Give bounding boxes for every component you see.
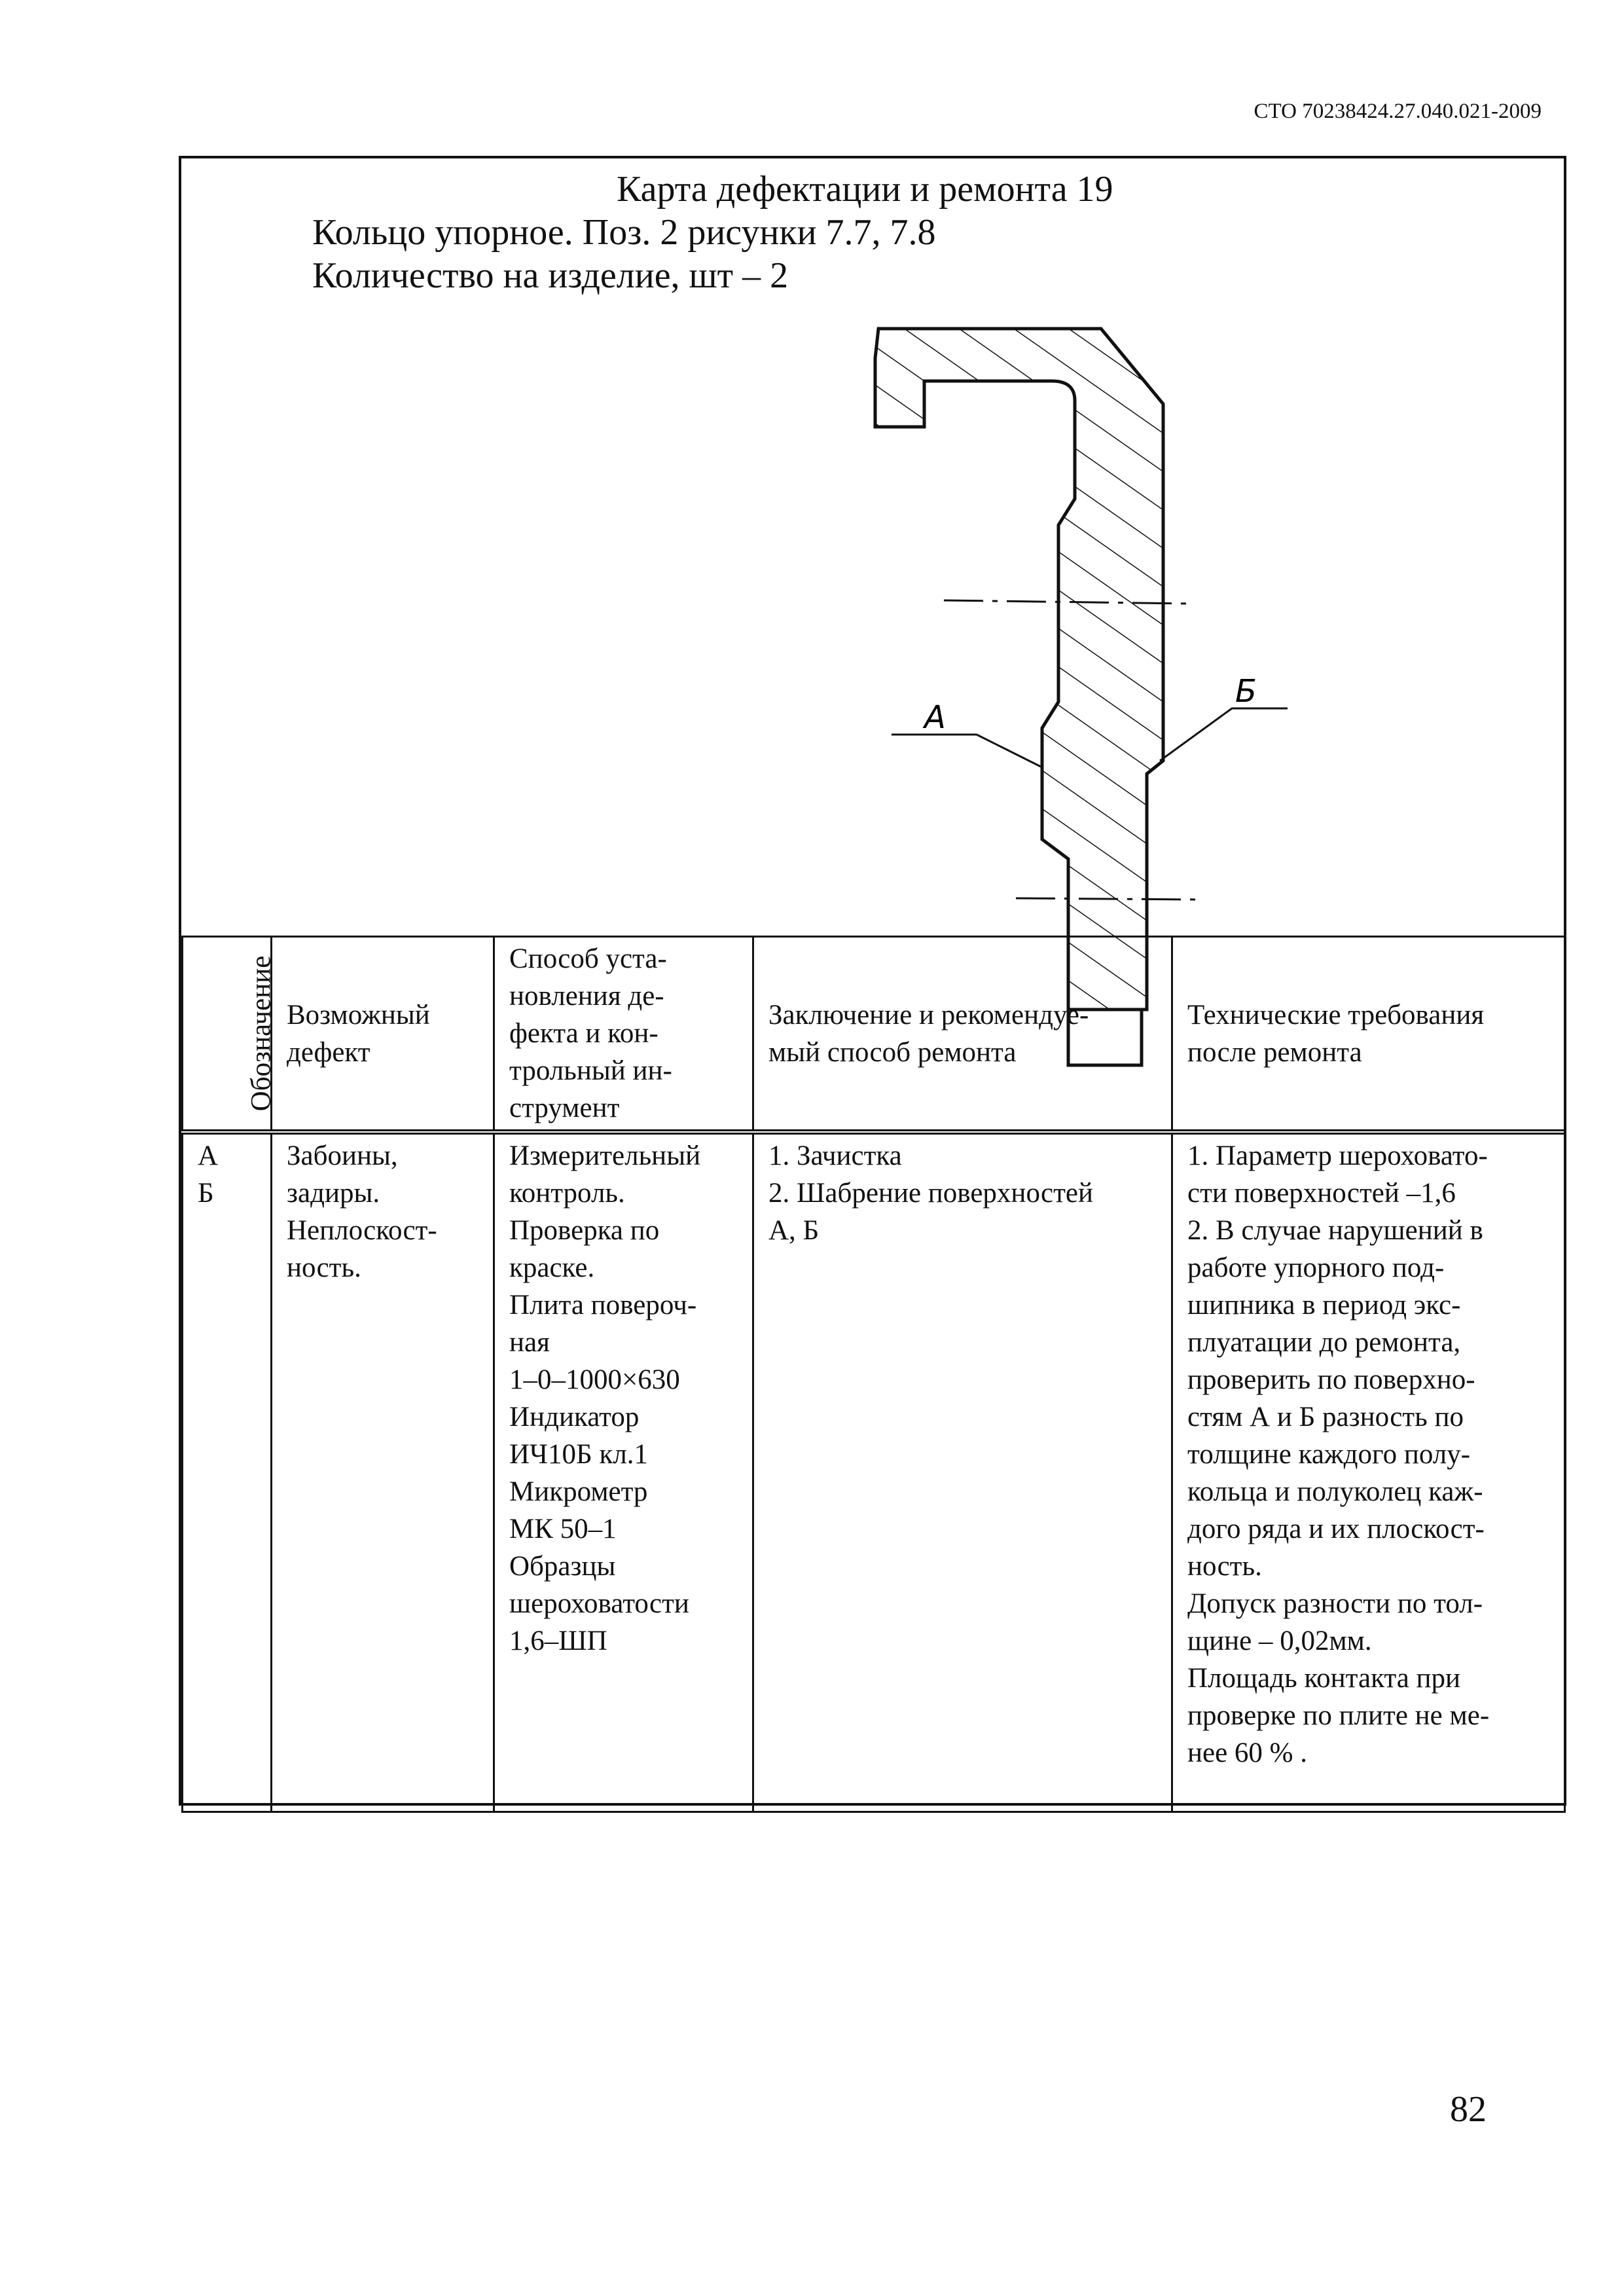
cell-designation: А Б	[183, 1132, 272, 1812]
defect-repair-card	[179, 156, 1566, 1806]
defect-table	[181, 936, 1566, 1813]
cell-requirements: 1. Параметр шероховато- сти поверхностей –1,6 2. В случае нарушений в работе упорного под- шипника в период экс- плуатации до ремонта, проверить по поверхно- стям А и Б разность по толщине каждого полу- кольца и полуколец каж- дого ряда и их плоскост- ность. Допуск разности по тол- щине – 0,02мм. Площадь контакта при проверке по плите не ме- нее 60 % .	[1172, 1132, 1565, 1812]
cell-defect: Забоины, задиры. Неплоскост- ность.	[272, 1132, 494, 1812]
axis-line-lower	[1016, 898, 1196, 900]
section-profile	[875, 329, 1163, 1010]
header-requirements: Технические требования после ремонта	[1172, 937, 1565, 1133]
table-row	[183, 1132, 1565, 1812]
table-header-row	[183, 937, 1565, 1133]
card-title-block	[312, 168, 1163, 297]
cell-method: Измерительный контроль. Проверка по краске. Плита повероч- ная 1–0–1000×630 Индикатор ИЧ10Б кл.1 Микрометр МК 50–1 Образцы шероховатости 1,6–ШП	[494, 1132, 753, 1812]
label-a: А	[924, 699, 946, 736]
card-quantity: Количество на изделие, шт – 2	[312, 255, 789, 296]
label-b: Б	[1235, 673, 1257, 710]
header-defect: Возможный дефект	[272, 937, 494, 1133]
card-title: Карта дефектации и ремонта 19	[617, 169, 1113, 210]
card-part-name: Кольцо упорное. Поз. 2 рисунки 7.7, 7.8	[312, 212, 936, 253]
leader-line-a	[892, 735, 1042, 767]
header-designation: Обозначение	[183, 937, 272, 1133]
page-number: 82	[1450, 2089, 1487, 2130]
document-code: СТО 70238424.27.040.021-2009	[1254, 100, 1542, 123]
leader-line-b	[1160, 708, 1288, 761]
header-conclusion: Заключение и рекомендуе- мый способ ремонта	[753, 937, 1172, 1133]
cell-conclusion: 1. Зачистка 2. Шабрение поверхностей А, Б	[753, 1132, 1172, 1812]
header-method: Способ уста- новления де- фекта и кон- трольный ин- струмент	[494, 937, 753, 1133]
